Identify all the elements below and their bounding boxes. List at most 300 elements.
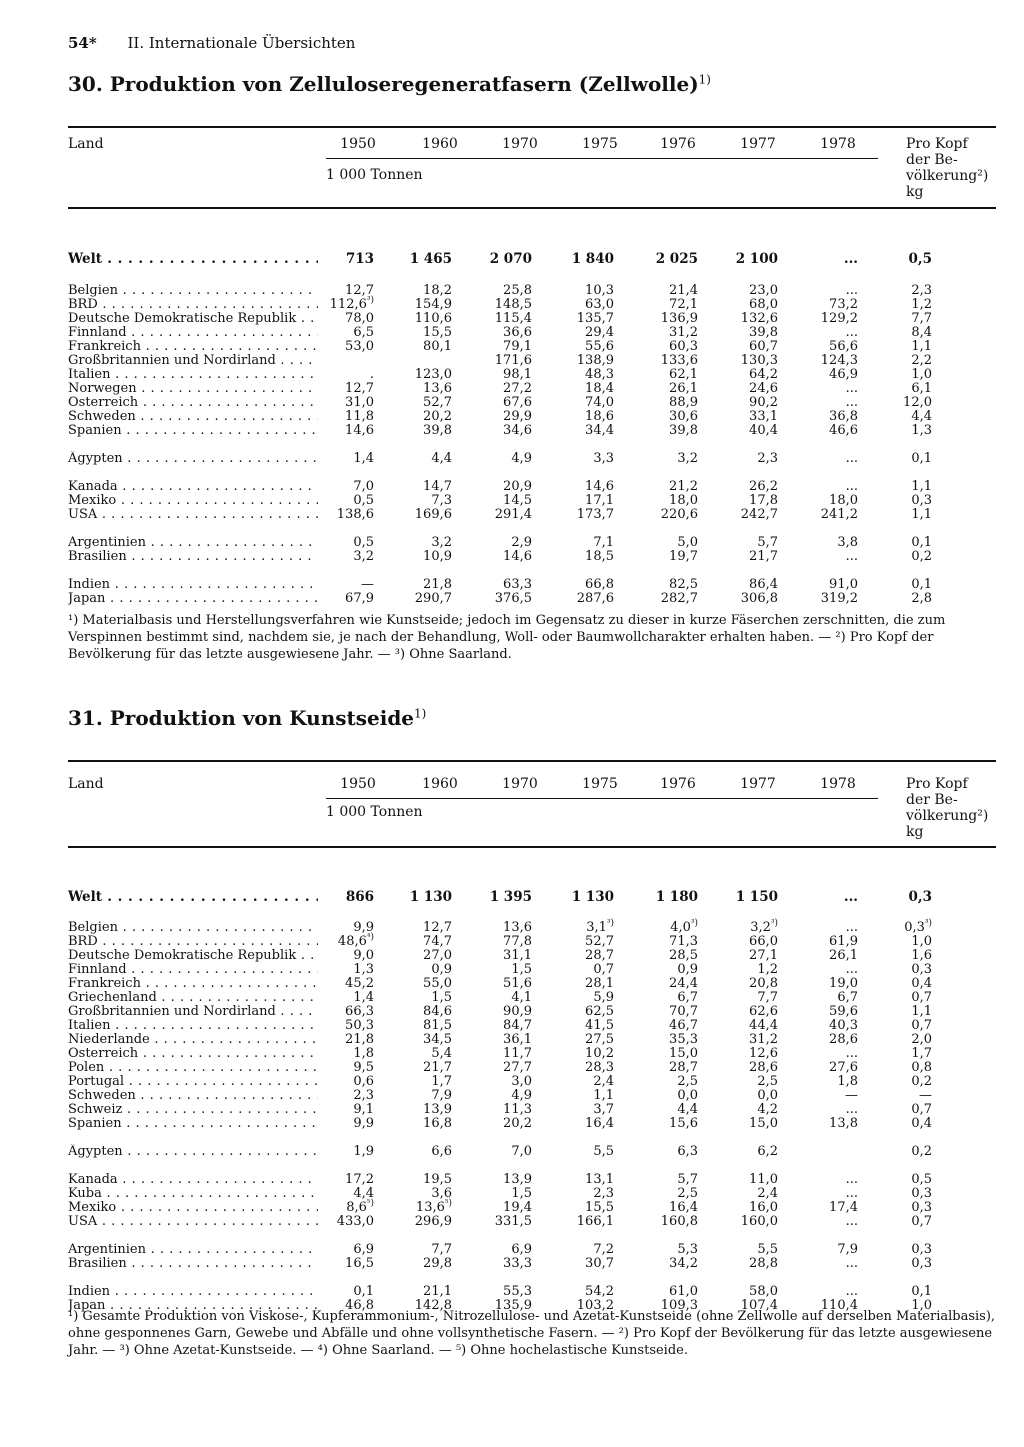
country-name: Portugal . . . [68,1074,318,1089]
value-cell-1950: 0,5 [353,493,374,508]
per-capita-cell: 4,4 [911,409,932,424]
value-cell-1960: 84,6 [423,1004,452,1019]
value-cell-1977: 86,4 [749,577,778,592]
value-cell-1960: 3,2 [431,535,452,550]
value-cell-1976: 61,0 [669,1284,698,1299]
value-cell-1950: 9,1 [353,1102,374,1117]
unit-header: 1 000 Tonnen [326,167,423,183]
value-cell-1975: 10,2 [585,1046,614,1061]
value-cell-1977: 12,6 [749,1046,778,1061]
per-capita-cell: 8,4 [911,325,932,340]
year-header-1970: 1970 [502,776,538,792]
value-cell-1978: ... [845,1172,858,1187]
value-cell-1960: 52,7 [423,395,452,410]
year-rule [326,158,878,159]
value-cell-1975: 5,5 [593,1144,614,1159]
value-cell-1960: 34,5 [423,1032,452,1047]
value-cell-1970: 36,1 [503,1032,532,1047]
value-cell-1960: 0,9 [431,962,452,977]
country-name: Ägypten . . . [68,1144,318,1159]
value-cell-1950: 6,5 [353,325,374,340]
per-capita-cell: 0,8 [911,1060,932,1075]
value-cell-1978: — [845,1088,858,1103]
value-cell-1977: 0,0 [757,1088,778,1103]
per-capita-cell: 0,2 [911,1074,932,1089]
value-cell-1976: 35,3 [669,1032,698,1047]
value-cell-1976: 0,9 [677,962,698,977]
value-cell-1960: 7,7 [431,1242,452,1257]
value-cell-1975: 54,2 [585,1284,614,1299]
value-cell-1960: 39,8 [423,423,452,438]
value-cell-1977: 66,0 [749,934,778,949]
value-cell-1960: 123,0 [414,367,452,382]
value-cell-1976: 21,2 [669,479,698,494]
year-header-1977: 1977 [740,136,776,152]
table-number: 31. [68,706,103,730]
country-name: Japan . . . [68,591,318,606]
value-cell-1976: 282,7 [660,591,698,606]
value-cell-1975: $3,1^{^3)}$ [586,918,614,935]
value-cell-1978: 319,2 [820,591,858,606]
per-capita-header-line: völkerung²) [906,168,989,184]
value-cell-1976: 6,3 [677,1144,698,1159]
value-cell-1970: 376,5 [494,591,532,606]
value-cell-1976: 82,5 [669,577,698,592]
value-cell-1950: 12,7 [345,283,374,298]
value-cell-1950: 14,6 [345,423,374,438]
country-name: Kuba . . . [68,1186,318,1201]
per-capita-cell: 0,1 [911,451,932,466]
value-cell-1960: 21,1 [423,1284,452,1299]
value-cell-1978: 3,8 [837,535,858,550]
value-cell-1960: 20,2 [423,409,452,424]
country-name: Spanien . . . [68,1116,318,1131]
per-capita-cell: 2,8 [911,591,932,606]
value-cell-1950: 433,0 [336,1214,374,1229]
value-cell-1976: 0,0 [677,1088,698,1103]
value-cell-1976: 88,9 [669,395,698,410]
value-cell-1977: 1,2 [757,962,778,977]
value-cell-1950: 6,9 [353,1242,374,1257]
value-cell-1977: 60,7 [749,339,778,354]
country-name: Belgien . . . [68,283,318,298]
per-capita-cell: 0,4 [911,1116,932,1131]
value-cell-1960: 142,8 [414,1298,452,1313]
table-title [68,72,711,96]
value-cell-1977: 28,6 [749,1060,778,1075]
value-cell-1960: 1,5 [431,990,452,1005]
value-cell-1977: 90,2 [749,395,778,410]
year-header-1977: 1977 [740,776,776,792]
country-name: Japan . . . [68,1298,318,1313]
country-name: Finnland . . . [68,962,318,977]
value-cell-1976: 5,0 [677,535,698,550]
value-cell-1978: ... [845,451,858,466]
table-title-text: Produktion von Kunstseide [109,706,415,730]
value-cell-1976: 136,9 [660,311,698,326]
value-cell-1975: 3,3 [593,451,614,466]
per-capita-cell: 0,5 [911,1172,932,1187]
value-cell-1978: 56,6 [829,339,858,354]
value-cell-1950: 17,2 [345,1172,374,1187]
value-cell-1977: 21,7 [749,549,778,564]
value-cell-1976: 5,7 [677,1172,698,1187]
value-cell-1976: $4,0^{^3)}$ [670,918,698,935]
value-cell-1960: 81,5 [423,1018,452,1033]
value-cell-1978: 36,8 [829,409,858,424]
per-capita-cell: 0,1 [911,1284,932,1299]
value-cell-1950: 866 [345,889,374,905]
value-cell-1976: 16,4 [669,1200,698,1215]
value-cell-1970: 98,1 [503,367,532,382]
table-number: 30. [68,72,103,96]
year-header-1960: 1960 [422,776,458,792]
per-capita-header-line: Pro Kopf [906,136,968,152]
value-cell-1978: ... [845,325,858,340]
value-cell-1978: 1,8 [837,1074,858,1089]
value-cell-1977: 1 150 [735,889,778,905]
value-cell-1978: ... [845,479,858,494]
per-capita-header-line: völkerung²) [906,808,989,824]
value-cell-1950: 1,8 [353,1046,374,1061]
value-cell-1970: 7,0 [511,1144,532,1159]
value-cell-1960: 7,3 [431,493,452,508]
country-name: Niederlande . . . [68,1032,318,1047]
value-cell-1970: 171,6 [494,353,532,368]
value-cell-1977: 58,0 [749,1284,778,1299]
value-cell-1976: 28,5 [669,948,698,963]
per-capita-header-line: kg [906,824,924,840]
per-capita-cell: 12,0 [903,395,932,410]
value-cell-1950: 9,5 [353,1060,374,1075]
country-name: Schweiz . . . [68,1102,318,1117]
value-cell-1977: 107,4 [740,1298,778,1313]
value-cell-1978: ... [845,1256,858,1271]
per-capita-cell: 0,4 [911,976,932,991]
value-cell-1977: 24,6 [749,381,778,396]
land-header: Land [68,136,104,152]
country-name: Kanada . . . [68,479,318,494]
country-name: Argentinien . . . [68,1242,318,1257]
value-cell-1976: 5,3 [677,1242,698,1257]
value-cell-1950: 53,0 [345,339,374,354]
value-cell-1975: 103,2 [576,1298,614,1313]
value-cell-1976: 18,0 [669,493,698,508]
country-name: Brasilien . . . [68,549,318,564]
country-name: Deutsche Demokratische Republik . . . [68,311,318,326]
value-cell-1976: 34,2 [669,1256,698,1271]
country-name: Belgien . . . [68,920,318,935]
country-name: Ägypten . . . [68,451,318,466]
value-cell-1960: 5,4 [431,1046,452,1061]
per-capita-cell: 1,2 [911,297,932,312]
value-cell-1977: 2 100 [735,251,778,267]
land-header: Land [68,776,104,792]
country-name: Polen . . . [68,1060,318,1075]
value-cell-1976: 28,7 [669,1060,698,1075]
country-name: Brasilien . . . [68,1256,318,1271]
country-name: Welt . . . [68,890,318,905]
value-cell-1977: 5,7 [757,535,778,550]
value-cell-1978: 61,9 [829,934,858,949]
value-cell-1970: 77,8 [503,934,532,949]
value-cell-1975: 52,7 [585,934,614,949]
value-cell-1950: 0,5 [353,535,374,550]
per-capita-cell: 0,7 [911,1214,932,1229]
value-cell-1960: 10,9 [423,549,452,564]
per-capita-cell: 2,3 [911,283,932,298]
value-cell-1976: 15,6 [669,1116,698,1131]
value-cell-1977: 242,7 [740,507,778,522]
per-capita-cell: 1,0 [911,367,932,382]
value-cell-1977: 28,8 [749,1256,778,1271]
per-capita-cell: 1,0 [911,1298,932,1313]
value-cell-1978: 7,9 [837,1242,858,1257]
value-cell-1960: $13,6^{^5)}$ [415,1198,452,1215]
value-cell-1960: 12,7 [423,920,452,935]
value-cell-1975: 18,6 [585,409,614,424]
per-capita-cell: 0,3 [911,1200,932,1215]
value-cell-1970: 27,2 [503,381,532,396]
value-cell-1950: 3,2 [353,549,374,564]
value-cell-1960: 21,8 [423,577,452,592]
value-cell-1978: ... [845,549,858,564]
value-cell-1960: 14,7 [423,479,452,494]
country-name: Indien . . . [68,577,318,592]
country-name: BRD . . . [68,297,318,312]
per-capita-cell: 0,5 [908,251,932,267]
value-cell-1950: 0,6 [353,1074,374,1089]
value-cell-1975: 10,3 [585,283,614,298]
value-cell-1978: 129,2 [820,311,858,326]
value-cell-1950: 21,8 [345,1032,374,1047]
value-cell-1975: 62,5 [585,1004,614,1019]
value-cell-1970: 3,0 [511,1074,532,1089]
value-cell-1978: ... [843,251,858,267]
title-footnote-marker: 1) [414,706,427,721]
value-cell-1960: 27,0 [423,948,452,963]
value-cell-1977: 31,2 [749,1032,778,1047]
value-cell-1977: 5,5 [757,1242,778,1257]
value-cell-1976: 2,5 [677,1074,698,1089]
value-cell-1977: 68,0 [749,297,778,312]
value-cell-1960: 4,4 [431,451,452,466]
per-capita-cell: 0,3 [911,1256,932,1271]
value-cell-1976: 109,3 [660,1298,698,1313]
value-cell-1975: 166,1 [576,1214,614,1229]
year-header-1950: 1950 [340,776,376,792]
value-cell-1975: 18,4 [585,381,614,396]
value-cell-1976: 70,7 [669,1004,698,1019]
country-name: BRD . . . [68,934,318,949]
value-cell-1976: 160,8 [660,1214,698,1229]
value-cell-1977: 44,4 [749,1018,778,1033]
value-cell-1978: 46,9 [829,367,858,382]
per-capita-cell: 0,3 [911,1186,932,1201]
per-capita-cell: 0,7 [911,1018,932,1033]
value-cell-1976: 3,2 [677,451,698,466]
value-cell-1978: ... [845,395,858,410]
value-cell-1950: 1,4 [353,451,374,466]
value-cell-1978: 19,0 [829,976,858,991]
value-cell-1970: 19,4 [503,1200,532,1215]
country-name: Spanien . . . [68,423,318,438]
value-cell-1960: 74,7 [423,934,452,949]
value-cell-1970: 13,9 [503,1172,532,1187]
per-capita-header-line: kg [906,184,924,200]
value-cell-1977: 7,7 [757,990,778,1005]
value-cell-1960: 15,5 [423,325,452,340]
country-name: Frankreich . . . [68,976,318,991]
value-cell-1960: 19,5 [423,1172,452,1187]
value-cell-1970: 25,8 [503,283,532,298]
country-name: USA . . . [68,1214,318,1229]
value-cell-1976: 30,6 [669,409,698,424]
value-cell-1976: 4,4 [677,1102,698,1117]
value-cell-1970: 67,6 [503,395,532,410]
value-cell-1977: 40,4 [749,423,778,438]
country-name: Österreich . . . [68,1046,318,1061]
per-capita-cell: 1,1 [911,507,932,522]
value-cell-1970: 291,4 [494,507,532,522]
value-cell-1976: 6,7 [677,990,698,1005]
value-cell-1975: 1,1 [593,1088,614,1103]
value-cell-1978: 241,2 [820,507,858,522]
country-name: USA . . . [68,507,318,522]
value-cell-1950: . [369,367,374,382]
value-cell-1970: 4,9 [511,1088,532,1103]
value-cell-1975: 1 130 [571,889,614,905]
per-capita-cell: 1,6 [911,948,932,963]
value-cell-1960: 296,9 [414,1214,452,1229]
country-name: Griechenland . . . [68,990,318,1005]
value-cell-1977: 16,0 [749,1200,778,1215]
value-cell-1975: 48,3 [585,367,614,382]
value-cell-1970: 148,5 [494,297,532,312]
value-cell-1960: 1 130 [409,889,452,905]
per-capita-cell: 6,1 [911,381,932,396]
value-cell-1950: 11,8 [345,409,374,424]
value-cell-1976: 39,8 [669,423,698,438]
year-header-1960: 1960 [422,136,458,152]
per-capita-cell: 1,7 [911,1046,932,1061]
value-cell-1950: 1,3 [353,962,374,977]
country-name: Italien . . . [68,367,318,382]
value-cell-1975: 1 840 [571,251,614,267]
value-cell-1970: 11,3 [503,1102,532,1117]
per-capita-cell: 0,1 [911,535,932,550]
value-cell-1975: 17,1 [585,493,614,508]
value-cell-1978: 73,2 [829,297,858,312]
value-cell-1978: ... [845,962,858,977]
value-cell-1975: 138,9 [576,353,614,368]
table-title-text: Produktion von Zelluloseregeneratfasern (Zellwolle) [109,72,699,96]
year-header-1975: 1975 [582,136,618,152]
value-cell-1976: 71,3 [669,934,698,949]
header-bottom-rule [68,846,996,848]
value-cell-1950: 713 [345,251,374,267]
country-name: Deutsche Demokratische Republik . . . [68,948,318,963]
value-cell-1960: 13,6 [423,381,452,396]
value-cell-1970: 20,2 [503,1116,532,1131]
value-cell-1977: 23,0 [749,283,778,298]
value-cell-1977: 15,0 [749,1116,778,1131]
value-cell-1975: 5,9 [593,990,614,1005]
value-cell-1970: 63,3 [503,577,532,592]
value-cell-1977: 2,3 [757,451,778,466]
per-capita-cell: 0,3 [908,889,932,905]
value-cell-1978: 40,3 [829,1018,858,1033]
value-cell-1970: 2,9 [511,535,532,550]
value-cell-1970: 14,6 [503,549,532,564]
value-cell-1970: 27,7 [503,1060,532,1075]
year-header-1970: 1970 [502,136,538,152]
value-cell-1976: 31,2 [669,325,698,340]
value-cell-1950: 1,4 [353,990,374,1005]
value-cell-1975: 41,5 [585,1018,614,1033]
value-cell-1976: 26,1 [669,381,698,396]
per-capita-header [906,776,988,840]
value-cell-1976: 15,0 [669,1046,698,1061]
per-capita-cell: 7,7 [911,311,932,326]
per-capita-cell: 0,3 [911,493,932,508]
per-capita-cell: 1,3 [911,423,932,438]
country-name: Argentinien . . . [68,535,318,550]
header-bottom-rule [68,207,996,209]
value-cell-1975: 3,7 [593,1102,614,1117]
value-cell-1950: 67,9 [345,591,374,606]
country-name: Schweden . . . [68,1088,318,1103]
value-cell-1976: 21,4 [669,283,698,298]
value-cell-1978: 27,6 [829,1060,858,1075]
per-capita-cell: 0,2 [911,549,932,564]
value-cell-1950: 46,8 [345,1298,374,1313]
country-name: Finnland . . . [68,325,318,340]
value-cell-1950: 9,0 [353,948,374,963]
value-cell-1976: 60,3 [669,339,698,354]
value-cell-1960: 1 465 [409,251,452,267]
value-cell-1978: ... [845,1102,858,1117]
value-cell-1960: 7,9 [431,1088,452,1103]
value-cell-1950: 31,0 [345,395,374,410]
value-cell-1976: 19,7 [669,549,698,564]
per-capita-cell: 2,2 [911,353,932,368]
value-cell-1970: 34,6 [503,423,532,438]
per-capita-cell: 0,7 [911,990,932,1005]
value-cell-1978: ... [845,283,858,298]
country-name: Norwegen . . . [68,381,318,396]
per-capita-cell: 2,0 [911,1032,932,1047]
value-cell-1960: 13,9 [423,1102,452,1117]
value-cell-1970: 1,5 [511,1186,532,1201]
value-cell-1978: 18,0 [829,493,858,508]
country-name: Kanada . . . [68,1172,318,1187]
value-cell-1976: 133,6 [660,353,698,368]
value-cell-1975: 16,4 [585,1116,614,1131]
value-cell-1950: 138,6 [336,507,374,522]
value-cell-1970: 6,9 [511,1242,532,1257]
year-rule [326,798,878,799]
value-cell-1978: 26,1 [829,948,858,963]
value-cell-1975: 15,5 [585,1200,614,1215]
value-cell-1975: 55,6 [585,339,614,354]
country-name: Welt . . . [68,252,318,267]
value-cell-1978: 110,4 [820,1298,858,1313]
year-header-1976: 1976 [660,136,696,152]
value-cell-1950: $48,6^{^4)}$ [337,932,374,949]
value-cell-1970: 36,6 [503,325,532,340]
per-capita-cell: 1,1 [911,1004,932,1019]
